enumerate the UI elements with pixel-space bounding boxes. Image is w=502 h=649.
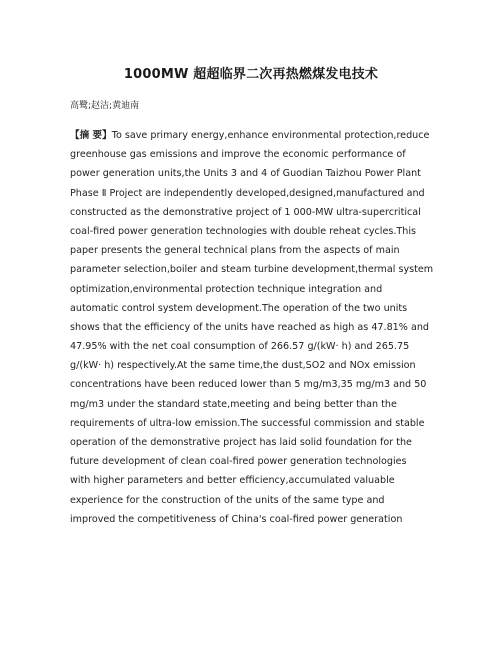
abstract-line: improved the competitiveness of China's coal-fired power generation	[70, 513, 403, 525]
abstract-line: concentrations have been reduced lower than 5 mg/m3,35 mg/m3 and 50	[70, 379, 427, 391]
abstract-line: constructed as the demonstrative project of 1 000-MW ultra-supercritical	[70, 206, 421, 218]
abstract-line	[70, 126, 435, 145]
abstract-line: future development of clean coal-fired power generation technologies	[70, 456, 407, 468]
abstract-line: g/(kW· h) respectively.At the same time,the dust,SO2 and NOx emission	[70, 360, 416, 372]
abstract-line: requirements of ultra-low emission.The successful commission and stable	[70, 417, 425, 429]
abstract-line: parameter selection,boiler and steam turbine development,thermal system	[70, 264, 434, 276]
abstract-line: shows that the efficiency of the units have reached as high as 47.81% and	[70, 321, 429, 333]
abstract-label: 【摘 要】	[70, 130, 112, 141]
abstract-line: coal-fired power generation technologies with double reheat cycles.This	[70, 225, 417, 237]
abstract-line: automatic control system development.The operation of the two units	[70, 302, 408, 314]
paper-authors: 高鹭;赵洁;黄迪南	[70, 101, 140, 111]
abstract-line: Phase Ⅱ Project are independently developed,designed,manufactured and	[70, 187, 425, 199]
abstract-line: optimization,environmental protection technique integration and	[70, 283, 383, 295]
paper-title: 1000MW 超超临界二次再热燃煤发电技术	[123, 67, 379, 82]
abstract-line: greenhouse gas emissions and improve the economic performance of	[70, 149, 406, 161]
abstract-line: power generation units,the Units 3 and 4 of Guodian Taizhou Power Plant	[70, 168, 421, 180]
abstract-text: To save primary energy,enhance environmental protection,reduce	[111, 130, 430, 141]
abstract-line: mg/m3 under the standard state,meeting and being better than the	[70, 398, 397, 410]
abstract-line: experience for the construction of the units of the same type and	[70, 494, 385, 506]
abstract-line: operation of the demonstrative project has laid solid foundation for the	[70, 437, 412, 448]
abstract-line: 47.95% with the net coal consumption of 266.57 g/(kW· h) and 265.75	[70, 341, 410, 353]
abstract-line: paper presents the general technical plans from the aspects of main	[70, 245, 400, 257]
abstract-line: with higher parameters and better efficiency,accumulated valuable	[70, 475, 395, 487]
abstract-block	[70, 126, 435, 529]
